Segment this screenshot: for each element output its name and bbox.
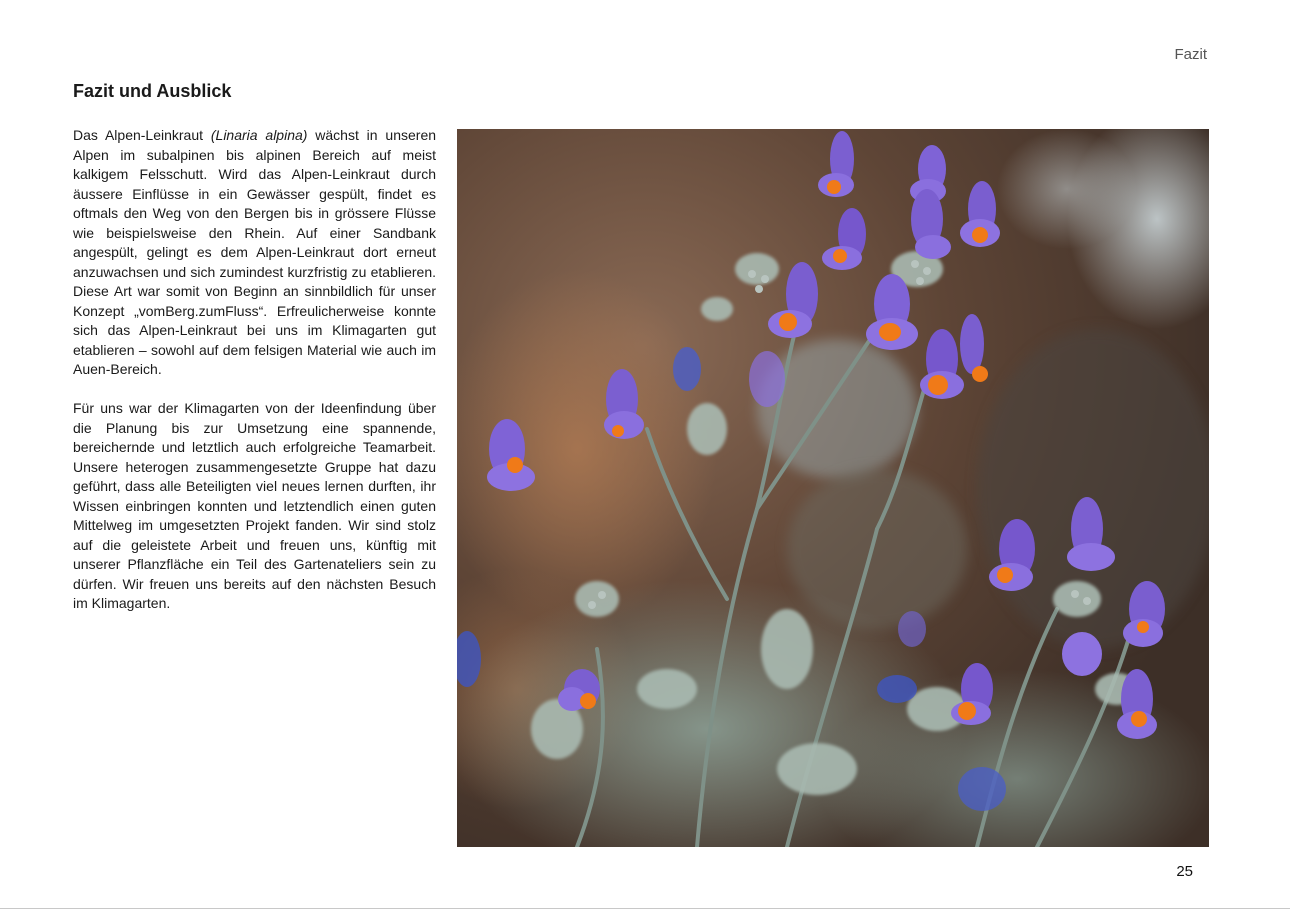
paragraph-1-intro: Das Alpen-Leinkraut <box>73 127 211 143</box>
page-number: 25 <box>1176 863 1193 880</box>
alpine-toadflax-photo <box>457 129 1209 847</box>
running-header: Fazit <box>1174 46 1207 63</box>
paragraph-2: Für uns war der Klimagarten von der Ideenfindung über die Planung bis zur Umsetzung eine spannende, bereichernde und letztlich auch erfolgreiche Teamarbeit. Unsere heterogen zusammengesetzte Gruppe hat dazu geführt, dass alle Beteiligten viel neues lernen durften, ihr Wissen einbringen konnten und letztendlich einen guten Mittelweg im umgesetzten Projekt fanden. Wir sind stolz auf die geleistete Arbeit und freuen uns, künftig mit unserer Pflanzfläche ein Teil des Gartenateliers sein zu dürfen. Wir freuen uns bereits auf den nächsten Besuch im Klimagarten. <box>73 400 436 611</box>
latin-name: (Linaria alpina) <box>210 127 308 143</box>
page-title: Fazit und Ausblick <box>73 81 232 101</box>
paragraph-1 <box>73 126 436 380</box>
body-text <box>73 126 436 614</box>
bottom-rule <box>0 908 1290 909</box>
paragraph-1-body: wächst in unseren Alpen im subalpinen bis alpinen Bereich auf meist kalkigem Felsschutt. Wird das Alpen-Leinkraut durch äussere Einflüsse in ein Gewässer gespült, findet es oftmals den Weg von den Bergen bis in grössere Flüsse wie beispielsweise den Rhein. Auf einer Sandbank angespült, gelingt es dem Alpen-Leinkraut dort erneut anzuwachsen und sich zumindest kurzfristig zu etablieren. Diese Art war somit von Beginn an sinnbildlich für unser Konzept „vomBerg.zumFluss“. Erfreulicherweise konnte sich das Alpen-Leinkraut bei uns im Klimagarten gut etablieren – sowohl auf dem felsigen Material wie auch im Auen-Bereich. <box>73 127 437 377</box>
